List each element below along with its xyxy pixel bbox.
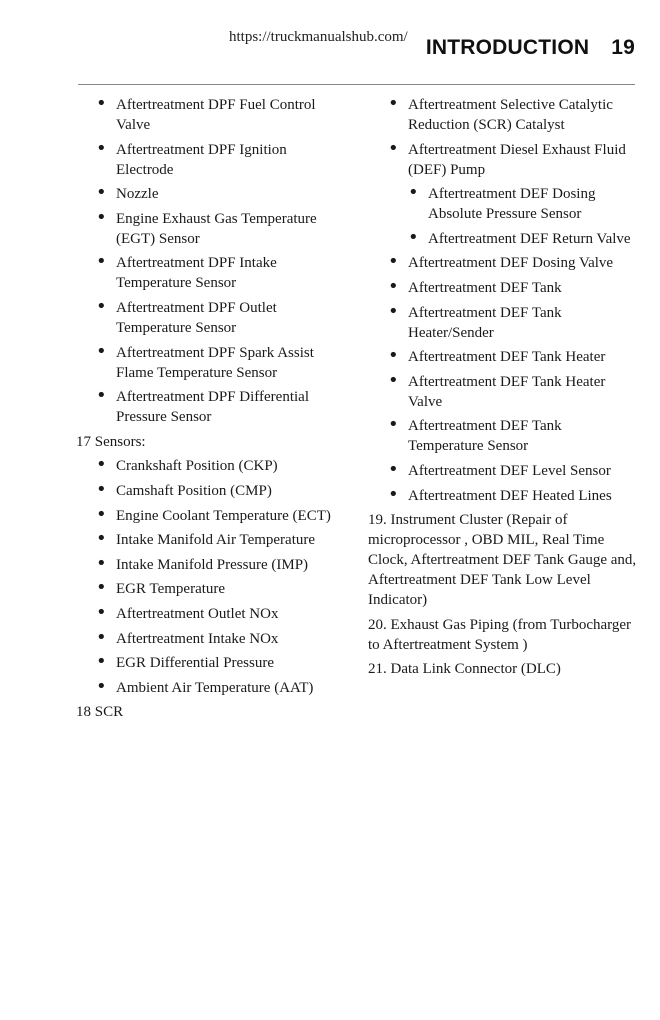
list-item: • Aftertreatment DPF Outlet Temperature Sensor (96, 295, 277, 336)
list-item: • Aftertreatment DPF Intake Temperature Sensor (96, 251, 277, 292)
bullet-icon: • (96, 385, 107, 407)
list-item: • Aftertreatment DEF Tank Temperature Sensor (388, 414, 562, 455)
list-item: • Aftertreatment DEF Level Sensor (388, 458, 611, 480)
bullet-icon: • (96, 93, 107, 114)
page-header (426, 36, 635, 60)
source-url: https://truckmanualshub.com/ (229, 29, 408, 45)
bullet-icon: • (96, 182, 107, 204)
list-item: • Engine Exhaust Gas Temperature (EGT) Sensor (96, 206, 317, 247)
bullet-icon: • (96, 651, 107, 673)
scr-heading: 18 SCR (76, 704, 124, 721)
list-item: • Crankshaft Position (CKP) (96, 454, 278, 476)
bullet-icon: • (96, 528, 107, 550)
bullet-icon: • (388, 300, 399, 322)
bullet-icon: • (388, 275, 399, 297)
bullet-icon: • (96, 503, 107, 525)
bullet-icon: • (388, 458, 399, 480)
bullet-icon: • (96, 137, 107, 159)
bullet-icon: • (388, 93, 399, 114)
scr-component-list (368, 95, 640, 506)
list-item: • Aftertreatment DEF Tank (388, 275, 562, 297)
left-column (76, 95, 348, 727)
bullet-icon: • (96, 251, 107, 273)
dpf-component-list (76, 95, 348, 427)
list-item: • Engine Coolant Temperature (ECT) (96, 503, 331, 525)
list-item: • Aftertreatment DPF Differential Pressure Sensor (96, 385, 309, 426)
list-item: • Aftertreatment Selective Catalytic Reduction (SCR) Catalyst (388, 93, 613, 133)
bullet-icon: • (96, 675, 107, 697)
list-item: • Ambient Air Temperature (AAT) (96, 675, 314, 697)
bullet-icon: • (96, 552, 107, 574)
bullet-icon: • (96, 577, 107, 599)
bullet-icon: • (96, 626, 107, 648)
bullet-icon: • (408, 182, 419, 204)
list-item: • Aftertreatment DEF Heated Lines (388, 483, 612, 505)
bullet-icon: • (408, 226, 419, 248)
paragraph-19: 19. Instrument Cluster (Repair of microprocessor , OBD MIL, Real Time Clock, Aftertreatment DEF Tank Gauge and, Aftertreatment DEF Tank Low Level Indicator) (368, 512, 637, 609)
list-item: • Intake Manifold Pressure (IMP) (96, 552, 309, 574)
list-item: • Aftertreatment Diesel Exhaust Fluid (DEF) Pump (388, 137, 626, 178)
list-item: • Aftertreatment DEF Tank Heater/Sender (388, 300, 562, 341)
bullet-icon: • (96, 295, 107, 317)
bullet-icon: • (96, 478, 107, 500)
sensors-heading: 17 Sensors: (76, 433, 146, 450)
list-item: • Aftertreatment DEF Tank Heater (388, 345, 606, 367)
paragraph-21: 21. Data Link Connector (DLC) (368, 661, 561, 678)
right-column (368, 95, 640, 684)
bullet-icon: • (388, 414, 399, 436)
list-item: • Aftertreatment DPF Spark Assist Flame Temperature Sensor (96, 340, 314, 381)
list-item: • Aftertreatment Intake NOx (96, 626, 279, 648)
list-item: • EGR Temperature (96, 577, 226, 599)
list-item: • Intake Manifold Air Temperature (96, 528, 316, 550)
list-item: • Camshaft Position (CMP) (96, 478, 272, 500)
bullet-icon: • (388, 251, 399, 273)
header-divider (78, 84, 635, 85)
paragraph-20: 20. Exhaust Gas Piping (from Turbocharger to Aftertreatment System ) (368, 616, 632, 653)
bullet-icon: • (388, 345, 399, 367)
list-item: • Aftertreatment Outlet NOx (96, 601, 279, 623)
page-number: 19 (611, 36, 635, 59)
sensor-list (76, 456, 348, 697)
list-item: • EGR Differential Pressure (96, 651, 275, 673)
list-item: • Nozzle (96, 182, 159, 204)
bullet-icon: • (96, 206, 107, 228)
list-item: • Aftertreatment DPF Ignition Electrode (96, 137, 287, 178)
section-title: INTRODUCTION (425, 36, 590, 59)
bullet-icon: • (96, 454, 107, 476)
sub-list-item: • Aftertreatment DEF Return Valve (408, 226, 631, 248)
bullet-icon: • (388, 483, 399, 505)
list-item: • Aftertreatment DEF Dosing Valve (388, 251, 614, 273)
sub-list-item: • Aftertreatment DEF Dosing Absolute Pressure Sensor (408, 182, 596, 223)
list-item: • Aftertreatment DEF Tank Heater Valve (388, 369, 606, 410)
bullet-icon: • (388, 137, 399, 159)
list-item: • Aftertreatment DPF Fuel Control Valve (96, 93, 316, 133)
bullet-icon: • (96, 340, 107, 362)
bullet-icon: • (96, 601, 107, 623)
bullet-icon: • (388, 369, 399, 391)
